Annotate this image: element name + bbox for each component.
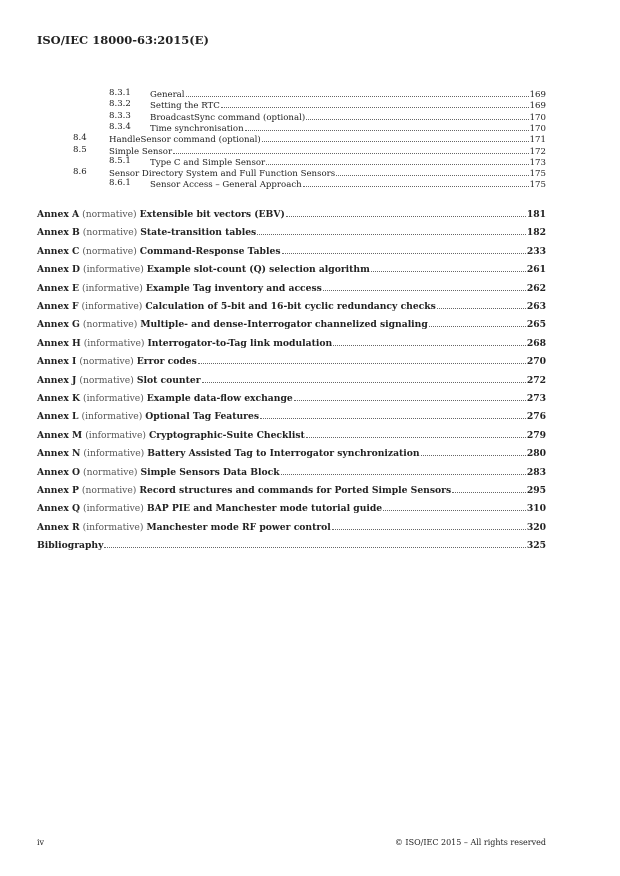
page-ref: 263 [526,301,546,312]
page-number: iv [37,838,45,847]
annex-label: Annex D [37,264,80,276]
toc-entry[interactable] [0,88,546,99]
section-title: HandleSensor command (optional) [109,135,261,146]
annex-entry[interactable] [37,226,546,239]
annex-title: Optional Tag Features [145,411,260,423]
toc-entry[interactable] [0,122,546,133]
annex-title: Manchester mode RF power control [146,521,331,533]
annex-label: Annex H [37,337,81,349]
dot-leader [202,374,526,383]
dot-leader [173,145,529,154]
annex-title: Extensible bit vectors (EBV) [139,209,285,220]
page-ref: 261 [526,264,546,276]
annex-entry[interactable] [37,318,546,331]
page-ref: 182 [526,227,546,239]
entry-body [150,178,546,191]
annex-title: Interrogator-to-Tag link modulation [147,337,333,349]
page-ref: 265 [526,319,546,331]
annex-title: Calculation of 5-bit and 16-bit cyclic redundancy checks [145,301,436,312]
annex-entry[interactable] [37,300,546,313]
annex-label: Annex I [37,356,77,368]
section-title: Type C and Simple Sensor [150,157,266,168]
annex-type: (normative) [82,245,137,257]
annex-label: Annex K [37,393,80,404]
annex-type: (informative) [81,411,143,423]
section-title: General [150,90,185,100]
page-ref: 262 [526,282,546,294]
section-title: BroadcastSync command (optional) [150,112,306,123]
dot-leader [303,178,529,187]
dot-leader [371,263,526,272]
annex-title: Command-Response Tables [139,245,281,257]
toc-entry[interactable] [0,99,546,110]
dot-leader [294,392,526,401]
dot-leader [281,466,526,475]
annex-type: (informative) [82,264,144,276]
dot-leader [383,502,526,511]
annex-label: Annex N [37,448,81,460]
dot-leader [221,99,529,108]
annex-type: (informative) [81,301,143,312]
section-title: Sensor Directory System and Full Function Sensors [109,169,336,180]
annex-label: Annex F [37,301,79,312]
annex-entry[interactable] [37,263,546,276]
page-ref: 170 [529,123,546,134]
dot-leader [186,88,529,97]
annex-entry[interactable] [37,466,546,479]
annex-entry[interactable] [37,245,546,258]
annex-entry[interactable] [37,208,546,221]
toc-entry[interactable] [0,156,546,167]
dot-leader [306,429,526,438]
dot-leader [198,355,526,364]
annex-type: (informative) [82,521,144,533]
annex-label: Annex G [37,319,80,331]
page-ref: 173 [529,157,546,168]
annex-type: (informative) [83,448,145,460]
page-ref: 175 [529,180,546,191]
dot-leader [332,521,526,530]
annex-entry[interactable] [37,410,546,423]
annex-label: Annex O [37,466,81,478]
annex-type: (informative) [85,429,146,441]
annex-entry[interactable] [37,355,546,368]
annex-type: (normative) [79,356,134,368]
dot-leader [333,337,526,346]
annex-title: Record structures and commands for Ported Simple Sensors [139,485,452,496]
page-header: ISO/IEC 18000-63:2015(E) [37,33,209,47]
annex-title: Slot counter [136,374,201,386]
annex-title: BAP PIE and Manchester mode tutorial guide [146,503,383,515]
annex-label: Annex E [37,282,80,294]
section-number: 8.4 [73,133,87,144]
dot-leader [266,156,528,165]
dot-leader [262,133,529,142]
section-title: Sensor Access – General Approach [150,180,302,191]
dot-leader [421,447,526,456]
dot-leader [429,318,526,327]
page-ref: 175 [529,169,546,180]
page-ref: 268 [526,337,546,349]
annex-type: (normative) [81,485,137,496]
section-title: Time synchronisation [150,123,244,134]
annex-label: Annex C [37,245,80,257]
page-ref: 310 [526,503,546,515]
annex-entry[interactable] [37,392,546,405]
annex-label: Annex M [37,429,83,441]
dot-leader [286,208,526,217]
section-title: Simple Sensor [109,146,173,157]
annex-label: Annex L [37,411,79,423]
page-ref: 181 [526,209,546,220]
annex-type: (informative) [82,282,143,294]
section-number: 8.3.4 [109,121,131,132]
annex-label: Annex R [37,521,80,533]
annex-title: Example data-flow exchange [146,393,293,404]
annex-label: Annex B [37,227,80,239]
page-ref: 270 [526,356,546,368]
section-number: 8.5.1 [109,155,131,166]
toc-entry[interactable] [0,145,546,156]
page-ref: 172 [529,146,546,157]
page-ref: 169 [529,90,546,100]
annex-title: Battery Assisted Tag to Interrogator synchronization [147,448,420,460]
page-ref: 280 [526,448,546,460]
dot-leader [336,167,528,176]
page-ref: 272 [526,374,546,386]
annex-type: (informative) [83,393,144,404]
annex-title: State-transition tables [140,227,257,239]
section-number: 8.3.2 [109,99,131,110]
annex-title: Error codes [136,356,197,368]
section-number: 8.6.1 [109,178,131,189]
annex-type: (normative) [83,466,138,478]
annex-entry[interactable] [37,539,546,552]
page-ref: 283 [526,466,546,478]
annex-type: (normative) [79,374,134,386]
dot-leader [245,122,529,131]
page-ref: 233 [526,245,546,257]
annex-type: (normative) [82,209,137,220]
page-ref: 325 [526,540,546,552]
section-number: 8.3.3 [109,110,131,121]
page-ref: 273 [526,393,546,404]
annex-title: Cryptographic-Suite Checklist [148,429,305,441]
toc-entry[interactable] [0,133,546,144]
annex-type: (informative) [83,503,144,515]
copyright-notice: © ISO/IEC 2015 – All rights reserved [394,838,546,847]
annex-label: Annex P [37,485,79,496]
toc-entry[interactable] [0,111,546,122]
section-number: 8.3.1 [109,88,131,98]
dot-leader [257,226,526,235]
annex-entry[interactable] [37,521,546,534]
annex-title: Example slot-count (Q) selection algorithm [146,264,370,276]
page-ref: 169 [529,101,546,112]
page-ref: 171 [529,135,546,146]
annex-label: Annex A [37,209,80,220]
section-number: 8.5 [73,144,87,155]
annex-entry[interactable] [37,484,546,497]
page-ref: 170 [529,112,546,123]
annex-entry[interactable] [37,374,546,387]
toc-entry[interactable] [0,167,546,178]
annex-label: Annex J [37,374,77,386]
annex-entry[interactable] [37,447,546,460]
annex-label: Bibliography [37,540,104,552]
annex-type: (normative) [82,319,138,331]
annex-entry[interactable] [37,282,546,295]
dot-leader [306,111,528,120]
annex-title: Example Tag inventory and access [145,282,322,294]
page-ref: 279 [526,429,546,441]
dot-leader [437,300,526,309]
section-number: 8.6 [73,167,87,178]
annex-entry[interactable] [37,429,546,442]
annex-entry[interactable] [37,502,546,515]
annex-title: Multiple- and dense-Interrogator channelized signaling [140,319,428,331]
annex-title: Simple Sensors Data Block [140,466,280,478]
dot-leader [104,539,525,548]
annex-type: (normative) [82,227,138,239]
annex-label: Annex Q [37,503,81,515]
annex-type: (informative) [83,337,145,349]
dot-leader [452,484,526,493]
dot-leader [260,410,526,419]
dot-leader [323,282,526,291]
section-title: Setting the RTC [150,101,220,112]
annex-entry[interactable] [37,337,546,350]
toc-entry[interactable] [0,178,546,189]
dot-leader [282,245,526,254]
page-ref: 320 [526,521,546,533]
page-ref: 295 [526,485,546,496]
page-ref: 276 [526,411,546,423]
